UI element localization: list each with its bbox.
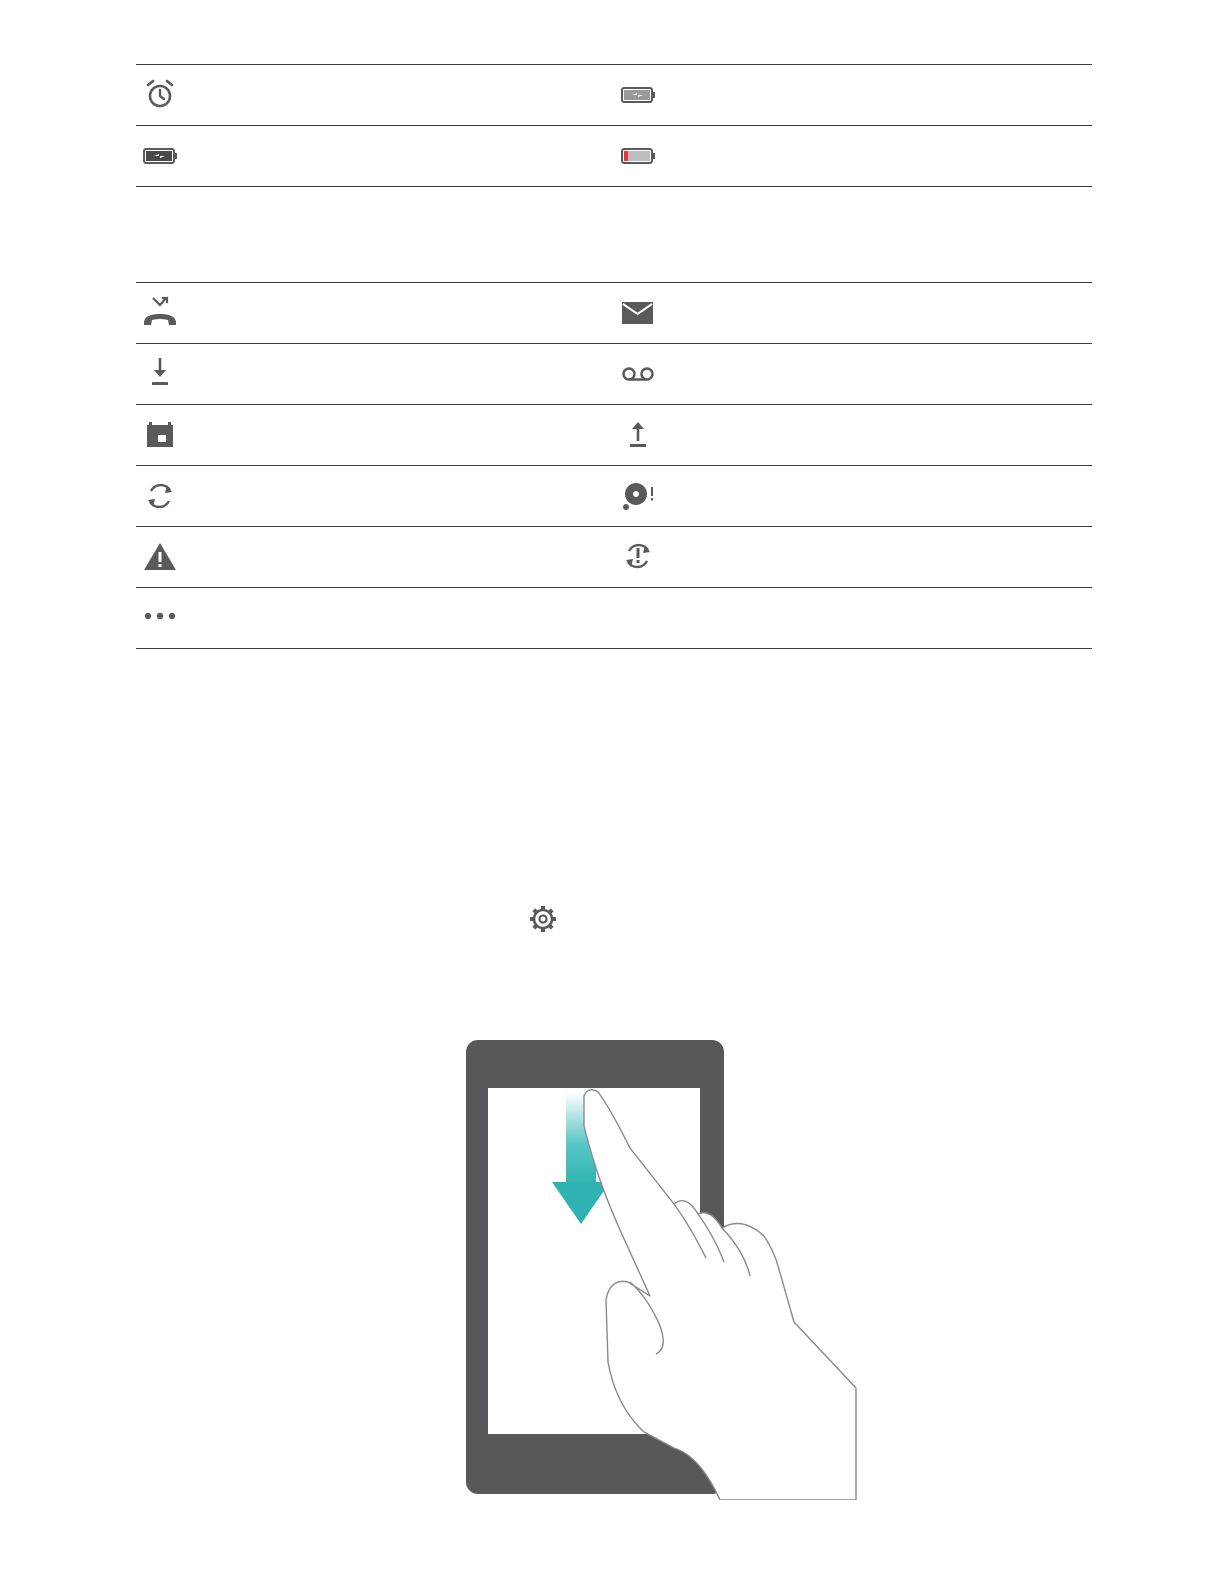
table-cell <box>614 344 1092 404</box>
table-row <box>136 466 1092 527</box>
table-row <box>136 126 1092 187</box>
table-row <box>136 405 1092 466</box>
table-cell <box>136 527 614 587</box>
missed-call-icon <box>138 293 182 333</box>
settings-gear-icon <box>526 902 560 936</box>
table-cell <box>136 344 614 404</box>
table-row <box>136 65 1092 126</box>
table-cell <box>136 466 614 526</box>
table-cell <box>614 527 1092 587</box>
warning-icon <box>138 537 182 577</box>
table-cell <box>136 65 614 125</box>
storage-full-icon <box>616 476 660 516</box>
table-row <box>136 527 1092 588</box>
battery-charged-icon <box>138 136 182 176</box>
battery-low-icon <box>616 136 660 176</box>
upload-icon <box>616 415 660 455</box>
table-cell <box>614 466 1092 526</box>
sync-icon <box>138 476 182 516</box>
sync-failed-icon <box>616 537 660 577</box>
table-cell <box>614 126 1092 186</box>
notification-icons-table <box>136 282 1092 649</box>
battery-charging-icon <box>616 75 660 115</box>
calendar-event-icon <box>138 415 182 455</box>
table-row <box>136 283 1092 344</box>
alarm-icon <box>138 75 182 115</box>
table-cell <box>614 405 1092 465</box>
more-notifications-icon <box>138 598 182 638</box>
table-cell <box>136 588 614 648</box>
table-cell <box>614 65 1092 125</box>
new-email-icon <box>616 293 660 333</box>
table-row <box>136 344 1092 405</box>
status-icons-table <box>136 64 1092 187</box>
voicemail-icon <box>616 354 660 394</box>
table-cell <box>136 283 614 343</box>
table-cell-empty <box>614 588 1092 648</box>
table-cell <box>614 283 1092 343</box>
download-icon <box>138 354 182 394</box>
table-cell <box>136 405 614 465</box>
table-cell <box>136 126 614 186</box>
table-row <box>136 588 1092 649</box>
swipe-down-illustration <box>460 1036 860 1500</box>
